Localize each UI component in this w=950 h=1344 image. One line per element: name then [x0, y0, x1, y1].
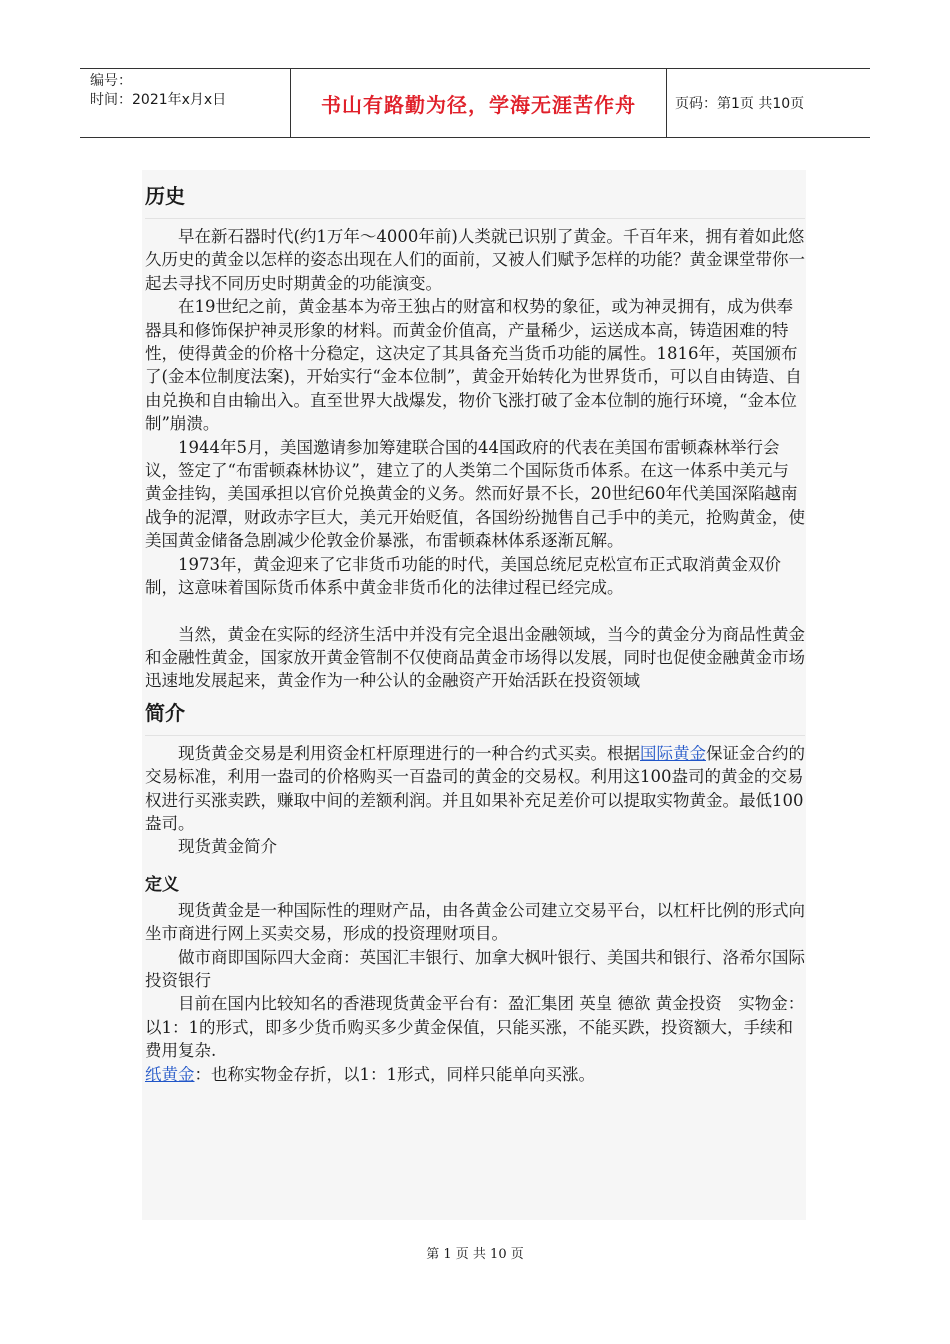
- history-paragraph-1: 早在新石器时代(约1万年～4000年前)人类就已识别了黄金。千百年来，拥有着如此悠久历史的黄金以怎样的姿态出现在人们的面前，又被人们赋予怎样的功能？黄金课堂带你一起去寻找不同历史时期黄金的功能演变。: [145, 227, 805, 293]
- history-paragraph-3: 1944年5月，美国邀请参加筹建联合国的44国政府的代表在美国布雷顿森林举行会议，签定了“布雷顿森林协议”，建立了的人类第二个国际货币体系。在这一体系中美元与黄金挂钩，美国承担以官价兑换黄金的义务。然而好景不长，20世纪60年代美国深陷越南战争的泥潭，财政赤字巨大，美元开始贬值，各国纷纷抛售自己手中的美元，抢购黄金，使美国黄金储备急剧减少伦敦金价暴涨，布雷顿森林体系逐渐瓦解。: [145, 437, 805, 551]
- history-paragraph-4: 1973年，黄金迎来了它非货币功能的时代，美国总统尼克松宣布正式取消黄金双价制，这意味着国际货币体系中黄金非货币化的法律过程已经完成。: [145, 554, 781, 598]
- spacer: [145, 600, 805, 623]
- international-gold-link[interactable]: 国际黄金: [640, 743, 706, 763]
- definition-paragraph-4: [145, 1063, 805, 1086]
- definition-heading: 定义: [145, 874, 179, 895]
- intro-text-after-link: 保证金合约的交易标准，利用一盎司的价格购买一百盎司的黄金的交易权。利用这100盎司的黄金的交易权进行买涨卖跌，赚取中间的差额利润。并且如果补充足差价可以提取实物黄金。最低100盎司。: [145, 743, 805, 833]
- intro-text-before-link: 现货黄金交易是利用资金杠杆原理进行的一种合约式买卖。根据: [178, 743, 640, 763]
- intro-paragraph-2: 现货黄金简介: [178, 837, 277, 857]
- motto: 书山有路勤为径，学海无涯苦作舟: [291, 69, 667, 137]
- header-table: [80, 68, 870, 138]
- paper-gold-link[interactable]: 纸黄金: [145, 1064, 195, 1084]
- history-paragraph-2: 在19世纪之前，黄金基本为帝王独占的财富和权势的象征，或为神灵拥有，成为供奉器具和修饰保护神灵形象的材料。而黄金价值高，产量稀少，运送成本高，铸造困难的特性，使得黄金的价格十分稳定，这决定了其具备充当货币功能的属性。1816年，英国颁布了(金本位制度法案)，开始实行“金本位制”，黄金开始转化为世界货币，可以自由铸造、自由兑换和自由输出入。直至世界大战爆发，物价飞涨打破了金本位制的施行环境，“金本位制”崩溃。: [145, 297, 802, 434]
- intro-heading: 简介: [145, 699, 805, 736]
- time-label: 时间：2021年x月x日: [90, 92, 227, 108]
- definition-paragraph-2: 做市商即国际四大金商：英国汇丰银行、加拿大枫叶银行、美国共和银行、洛希尔国际投资银行: [145, 947, 805, 990]
- definition-paragraph-3: 目前在国内比较知名的香港现货黄金平台有：盈汇集团 英皇 德欲 黄金投资 实物金：以1：1的形式，即多少货币购买多少黄金保值，只能买涨，不能买跌，投资额大，手续和费用复杂.: [145, 994, 805, 1061]
- spacer: [145, 859, 805, 873]
- definition-paragraph-1: 现货黄金是一种国际性的理财产品，由各黄金公司建立交易平台，以杠杆比例的形式向坐市商进行网上买卖交易，形成的投资理财项目。: [145, 900, 805, 944]
- document-body: [145, 176, 805, 1086]
- header-page-info: 页码：第1页 共10页: [675, 96, 805, 112]
- paper-gold-text: ：也称实物金存折，以1：1形式，同样只能单向买涨。: [194, 1064, 595, 1084]
- history-heading: 历史: [145, 182, 805, 219]
- number-label: 编号：: [90, 73, 132, 89]
- history-paragraph-5: 当然，黄金在实际的经济生活中并没有完全退出金融领域，当今的黄金分为商品性黄金和金融性黄金，国家放开黄金管制不仅使商品黄金市场得以发展，同时也促使金融黄金市场迅速地发展起来，黄金作为一种公认的金融资产开始活跃在投资领域: [145, 624, 805, 691]
- header-meta-cell: [80, 69, 291, 137]
- page-footer: 第 1 页 共 10 页: [426, 1247, 524, 1262]
- intro-paragraph-1: [145, 742, 805, 836]
